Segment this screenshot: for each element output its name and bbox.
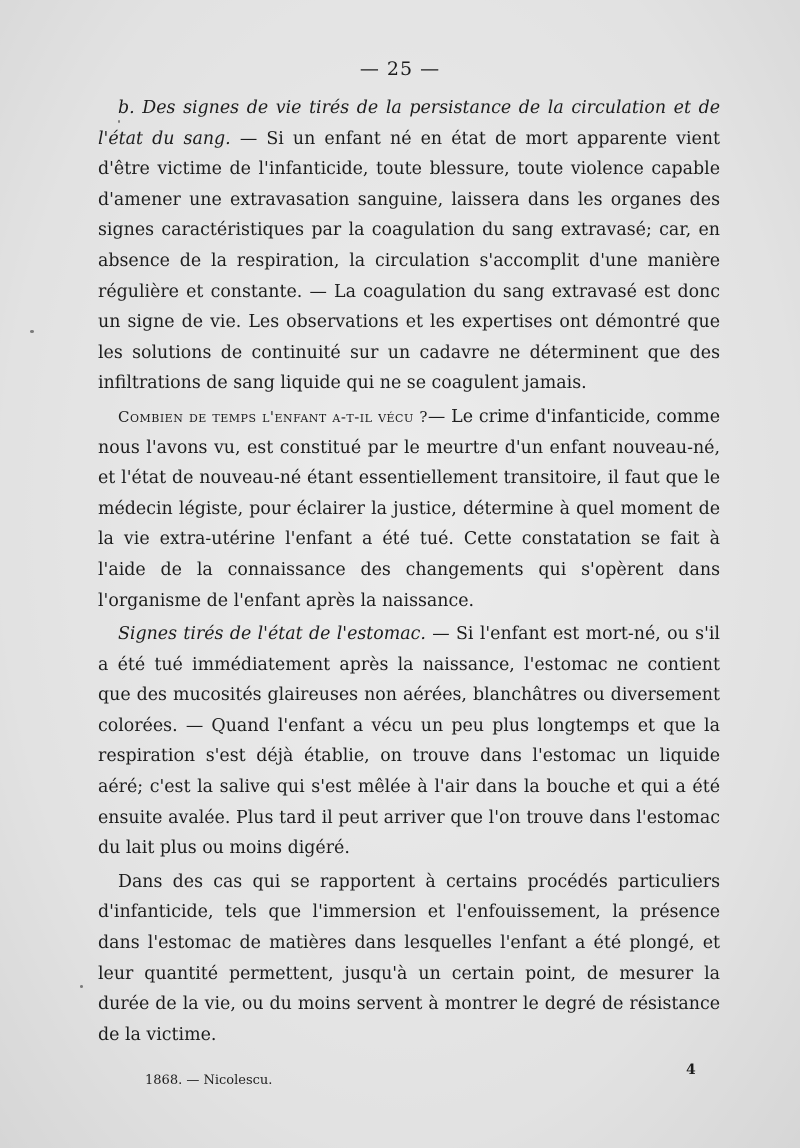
paragraph-text: — Si un enfant né en état de mort apparente vient d'être victime de l'infanticide, toute blessure, toute violence capable d'amener une extravasation sanguine, laissera dans les organes des signes caractéristiques par la coagulation du sang extravasé; car, en absence de la respiration, la circulation s'accomplit d'une manière régulière et constante. — La coagulation du sang extravasé est donc un signe de vie. Les observations et les expertises ont démontré que les solutions de continuité sur un cadavre ne déterminent que des infiltrations de sang liquide qui ne se coagulent jamais. [98, 128, 720, 394]
paper-speck [118, 120, 120, 123]
body-text [98, 93, 720, 1050]
paragraph-procedes [98, 867, 720, 1051]
paragraph-text: — Si l'enfant est mort-né, ou s'il a été tué immédiatement après la naissance, l'estomac ne contient que des mucosités glaireuses non aérées, blanchâtres ou diversement colorées. — Quand l'enfant a vécu un peu plus longtemps et que la respiration s'est déjà établie, on trouve dans l'estomac un liquide aéré; c'est la salive qui s'est mêlée à l'air dans la bouche et qui a été ensuite avalée. Plus tard il peut arriver que l'on trouve dans l'estomac du lait plus ou moins digéré. [98, 624, 720, 859]
paragraph-text: — Le crime d'infanticide, comme nous l'avons vu, est constitué par le meurtre d'un enfant nouveau-né, et l'état de nouveau-né étant essentiellement transitoire, il faut que le médecin légiste, pour éclairer la justice, détermine à quel moment de la vie extra-utérine l'enfant a été tué. Cette constatation se fait à l'aide de la connaissance des changements qui s'opèrent dans l'organisme de l'enfant après la naissance. [98, 406, 720, 611]
paper-speck [80, 985, 83, 988]
section-heading-estomac: Signes tirés de l'état de l'estomac. [118, 624, 426, 645]
paragraph-text: Dans des cas qui se rapportent à certains procédés particuliers d'infanticide, tels que l'immersion et l'enfouissement, la présence dans l'estomac de matières dans lesquelles l'enfant a été plongé, et leur quantité permettent, jusqu'à un certain point, de mesurer la durée de la vie, ou du moins servent à montrer le degré de résistance de la victime. [98, 871, 720, 1045]
section-heading-duree-de-vie: Combien de temps l'enfant a-t-il vécu ? [118, 407, 428, 426]
section-heading-circulation: b. Des signes de vie tirés de la persistance de la circulation et de l'état du sang. [98, 98, 720, 149]
paragraph-estomac [98, 619, 720, 864]
paragraph-circulation [98, 93, 720, 399]
page-number: — 25 — [359, 58, 441, 80]
paragraph-duree-de-vie [98, 402, 720, 616]
signature-mark: 4 [686, 1062, 696, 1078]
paper-speck [30, 330, 34, 333]
printer-imprint: 1868. — Nicolescu. [145, 1073, 273, 1088]
